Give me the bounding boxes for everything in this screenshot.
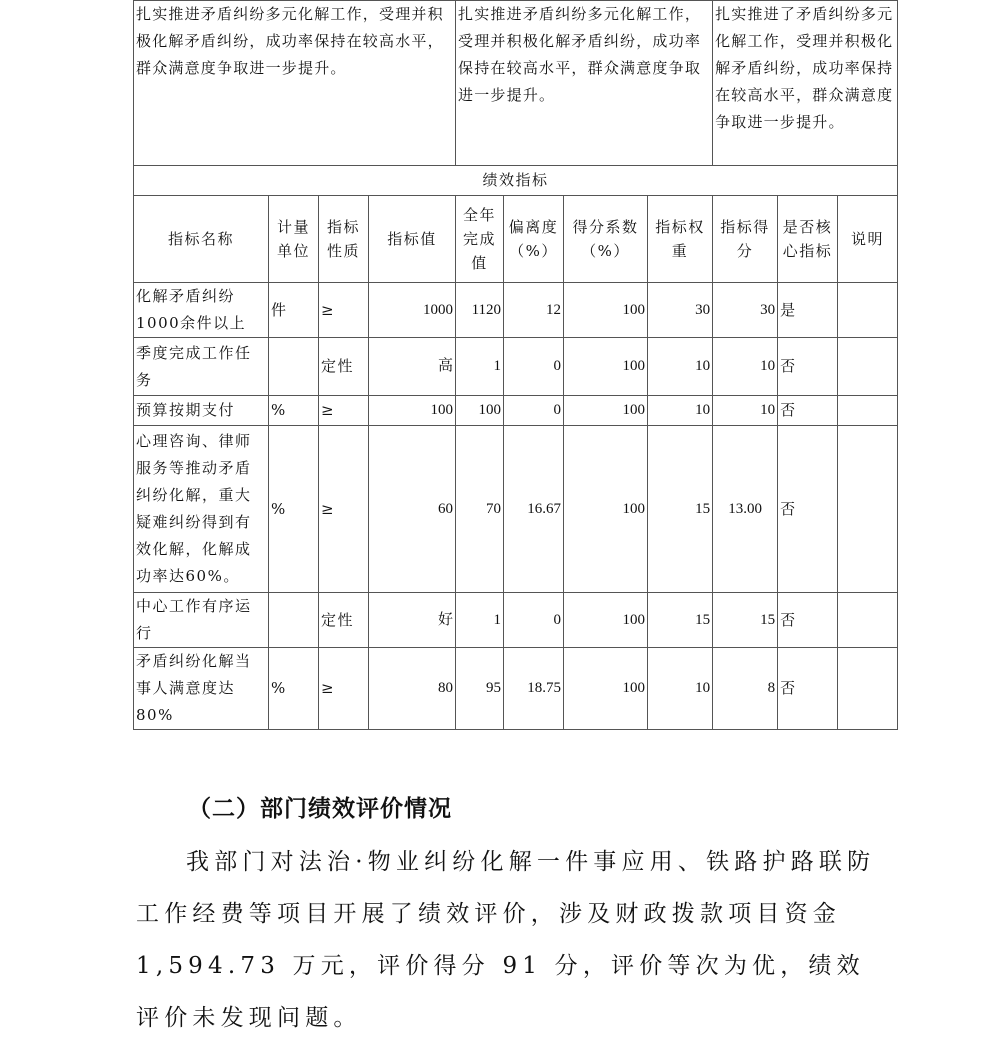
deviation: 16.67 <box>504 426 564 593</box>
unit: % <box>269 396 319 426</box>
coefficient: 100 <box>564 426 648 593</box>
score: 30 <box>713 283 778 338</box>
coefficient: 100 <box>564 338 648 396</box>
score: 15 <box>713 593 778 648</box>
header-cell: 指标值 <box>369 196 456 283</box>
coefficient: 100 <box>564 648 648 730</box>
score: 10 <box>713 338 778 396</box>
score: 10 <box>713 396 778 426</box>
table-row <box>134 593 898 648</box>
table-row <box>134 426 898 593</box>
score: 8 <box>713 648 778 730</box>
coefficient: 100 <box>564 283 648 338</box>
indicator-name: 季度完成工作任务 <box>134 338 269 396</box>
deviation: 0 <box>504 396 564 426</box>
actual: 70 <box>456 426 504 593</box>
actual: 1 <box>456 593 504 648</box>
section-label: 绩效指标 <box>134 166 898 196</box>
header-cell: 指标名称 <box>134 196 269 283</box>
nature: ≥ <box>319 283 369 338</box>
weight: 15 <box>648 593 713 648</box>
score: 13.00 <box>713 426 778 593</box>
nature: ≥ <box>319 648 369 730</box>
note <box>838 283 898 338</box>
actual: 100 <box>456 396 504 426</box>
header-row <box>134 196 898 283</box>
header-cell: 指标权重 <box>648 196 713 283</box>
note <box>838 648 898 730</box>
unit: % <box>269 648 319 730</box>
weight: 10 <box>648 396 713 426</box>
table-row <box>134 338 898 396</box>
note <box>838 593 898 648</box>
target: 80 <box>369 648 456 730</box>
indicator-name: 化解矛盾纠纷1000余件以上 <box>134 283 269 338</box>
weight: 15 <box>648 426 713 593</box>
header-cell: 得分系数（%） <box>564 196 648 283</box>
note <box>838 396 898 426</box>
goals-cell-2: 扎实推进矛盾纠纷多元化解工作，受理并积极化解矛盾纠纷，成功率保持在较高水平，群众满意度争取进一步提升。 <box>456 1 713 166</box>
target: 1000 <box>369 283 456 338</box>
nature: 定性 <box>319 338 369 396</box>
core-flag: 否 <box>778 426 838 593</box>
deviation: 18.75 <box>504 648 564 730</box>
target: 高 <box>369 338 456 396</box>
indicator-name: 矛盾纠纷化解当事人满意度达80% <box>134 648 269 730</box>
weight: 10 <box>648 648 713 730</box>
note <box>838 426 898 593</box>
nature: 定性 <box>319 593 369 648</box>
weight: 30 <box>648 283 713 338</box>
table-row <box>134 648 898 730</box>
goals-cell-1: 扎实推进矛盾纠纷多元化解工作，受理并积极化解矛盾纠纷，成功率保持在较高水平，群众满意度争取进一步提升。 <box>134 1 456 166</box>
actual: 1120 <box>456 283 504 338</box>
header-cell: 是否核心指标 <box>778 196 838 283</box>
core-flag: 否 <box>778 338 838 396</box>
goals-cell-3: 扎实推进了矛盾纠纷多元化解工作，受理并积极化解矛盾纠纷，成功率保持在较高水平，群众满意度争取进一步提升。 <box>713 1 898 166</box>
evaluation-paragraph: 我部门对法治·物业纠纷化解一件事应用、铁路护路联防工作经费等项目开展了绩效评价，涉及财政拨款项目资金1,594.73 万元，评价得分 91 分，评价等次为优，绩效评价未发现问题。 <box>136 849 876 1031</box>
weight: 10 <box>648 338 713 396</box>
goals-row <box>134 1 898 166</box>
indicator-name: 预算按期支付 <box>134 396 269 426</box>
note <box>838 338 898 396</box>
performance-table <box>133 0 898 730</box>
header-cell: 指标性质 <box>319 196 369 283</box>
core-flag: 否 <box>778 396 838 426</box>
target: 60 <box>369 426 456 593</box>
header-cell: 全年完成值 <box>456 196 504 283</box>
unit <box>269 338 319 396</box>
actual: 95 <box>456 648 504 730</box>
core-flag: 否 <box>778 593 838 648</box>
deviation: 0 <box>504 593 564 648</box>
target: 好 <box>369 593 456 648</box>
nature: ≥ <box>319 426 369 593</box>
coefficient: 100 <box>564 396 648 426</box>
table-row <box>134 396 898 426</box>
header-cell: 说明 <box>838 196 898 283</box>
nature: ≥ <box>319 396 369 426</box>
header-cell: 计量单位 <box>269 196 319 283</box>
indicator-name: 心理咨询、律师服务等推动矛盾纠纷化解，重大疑难纠纷得到有效化解，化解成功率达60%。 <box>134 426 269 593</box>
deviation: 12 <box>504 283 564 338</box>
table-row <box>134 283 898 338</box>
unit: 件 <box>269 283 319 338</box>
coefficient: 100 <box>564 593 648 648</box>
target: 100 <box>369 396 456 426</box>
indicator-name: 中心工作有序运行 <box>134 593 269 648</box>
actual: 1 <box>456 338 504 396</box>
header-cell: 指标得分 <box>713 196 778 283</box>
core-flag: 否 <box>778 648 838 730</box>
header-cell: 偏离度（%） <box>504 196 564 283</box>
unit <box>269 593 319 648</box>
unit: % <box>269 426 319 593</box>
deviation: 0 <box>504 338 564 396</box>
core-flag: 是 <box>778 283 838 338</box>
section-heading: （二）部门绩效评价情况 <box>188 795 452 822</box>
